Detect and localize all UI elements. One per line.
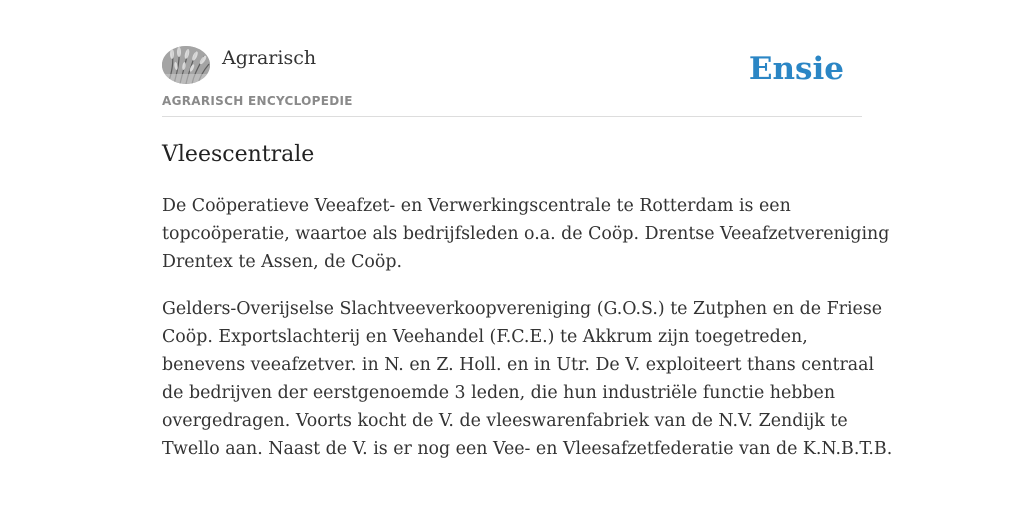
brand-subtitle: AGRARISCH ENCYCLOPEDIE	[162, 94, 353, 108]
wheat-logo-icon[interactable]	[162, 46, 210, 84]
paragraph-line: Drentex te Assen, de Coöp.	[162, 252, 402, 272]
paragraph-line: Gelders-Overijselse Slachtveeverkoopvereniging (G.O.S.) te Zutphen en de Friese	[162, 299, 883, 319]
header	[162, 0, 862, 117]
article-paragraph-2	[162, 295, 893, 463]
page	[162, 0, 893, 512]
paragraph-line: topcoöperatie, waartoe als bedrijfsleden o.a. de Coöp. Drentse Veeafzetvereniging	[162, 224, 890, 244]
paragraph-line: Coöp. Exportslachterij en Veehandel (F.C.E.) te Akkrum zijn toegetreden,	[162, 327, 808, 347]
paragraph-line: Twello aan. Naast de V. is er nog een Vee- en Vleesafzetfederatie van de K.N.B.T.B.	[162, 439, 893, 459]
paragraph-line: overgedragen. Voorts kocht de V. de vleeswarenfabriek van de N.V. Zendijk te	[162, 411, 848, 431]
ensie-logo[interactable]: Ensie	[748, 51, 844, 87]
article-title: Vleescentrale	[162, 142, 315, 167]
brand-name[interactable]: Agrarisch	[222, 47, 317, 69]
paragraph-line: de bedrijven der eerstgenoemde 3 leden, die hun industriële functie hebben	[162, 383, 836, 403]
paragraph-line: benevens veeafzetver. in N. en Z. Holl. en in Utr. De V. exploiteert thans centraal	[162, 355, 875, 375]
paragraph-line: De Coöperatieve Veeafzet- en Verwerkingscentrale te Rotterdam is een	[162, 196, 791, 216]
article-paragraph-1	[162, 192, 890, 276]
